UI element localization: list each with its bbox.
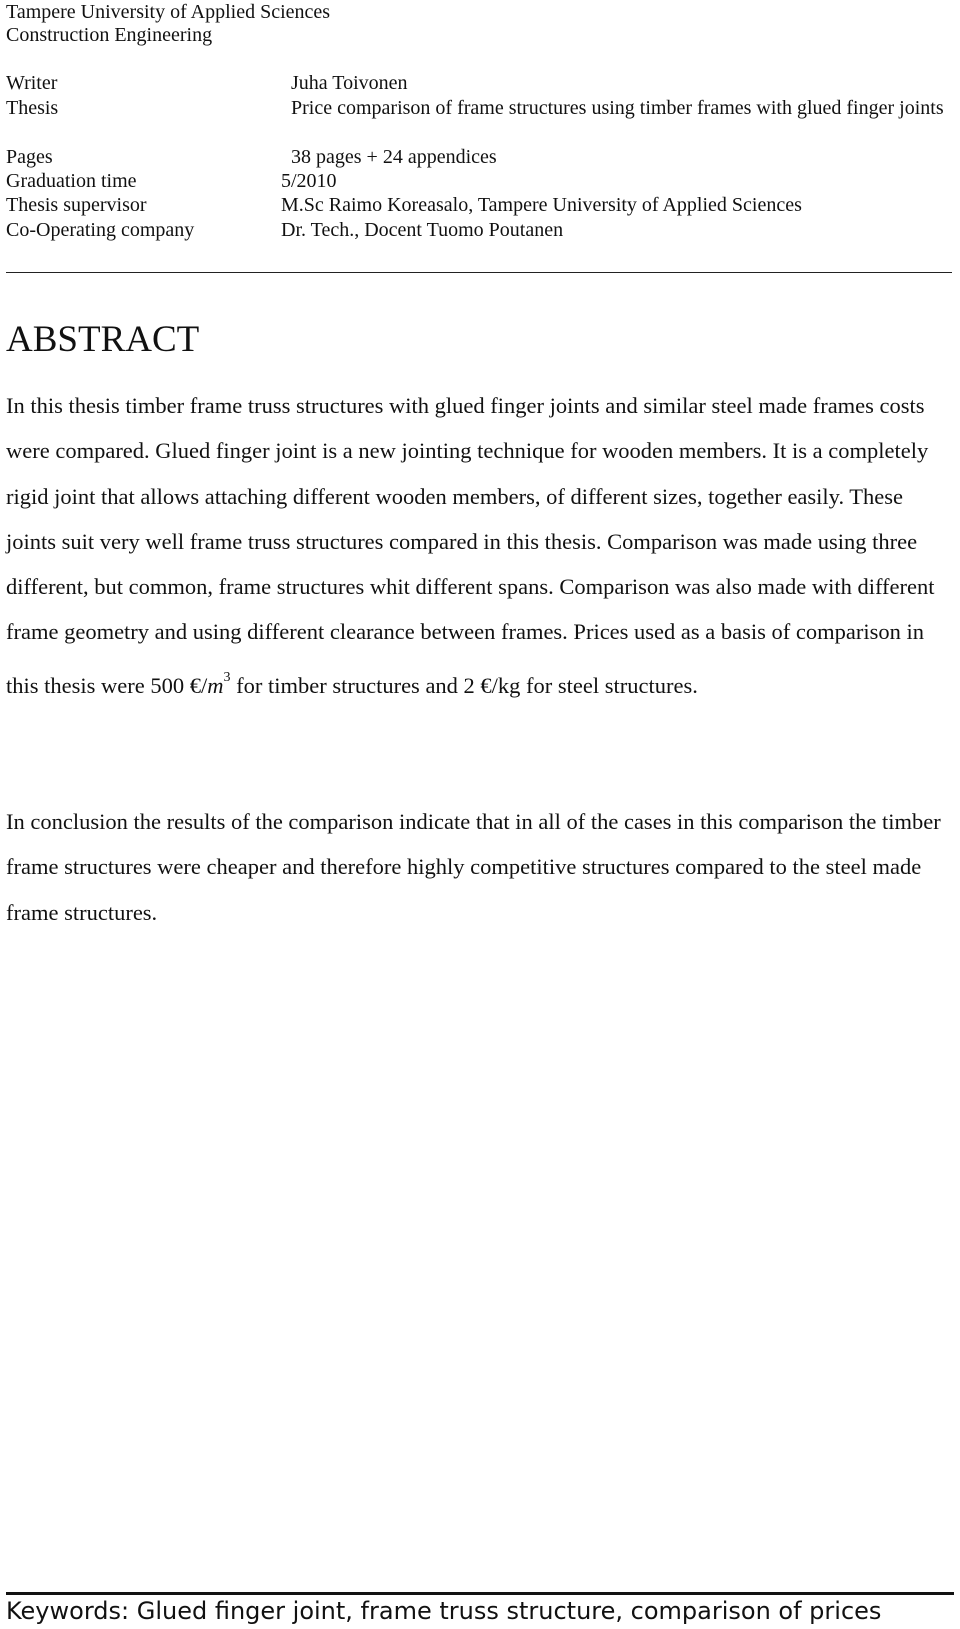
abstract-heading: ABSTRACT — [6, 319, 200, 360]
keywords-rule — [6, 1592, 954, 1595]
company-label: Co-Operating company — [6, 219, 195, 241]
thesis-label: Thesis — [6, 97, 59, 119]
supervisor-label: Thesis supervisor — [6, 194, 147, 216]
writer-label: Writer — [6, 72, 58, 94]
pages-label: Pages — [6, 146, 53, 168]
abstract-paragraph-2: In conclusion the results of the comparison indicate that in all of the cases in this comparison the timber frame structures were cheaper and therefore highly competitive structures compared to the steel made frame structures. — [6, 809, 941, 925]
abstract-paragraph-1 — [6, 383, 954, 708]
company-value: Dr. Tech., Docent Tuomo Poutanen — [281, 219, 564, 241]
abstract-paragraph-1-text: In this thesis timber frame truss structures with glued finger joints and similar steel made frames costs were compared. Glued finger joint is a new jointing technique for wooden members. It is a completely rigid joint that allows attaching different wooden members, of different sizes, together easily. These joints suit very well frame truss structures compared in this thesis. Comparison was made using three different, but common, frame structures whit different spans. Comparison was also made with different frame geometry and using different clearance between frames. Prices used as a basis of comparison in this thesis were 500 — [6, 393, 935, 698]
writer-value: Juha Toivonen — [291, 72, 408, 94]
header-separator — [6, 272, 952, 273]
pages-value: 38 pages + 24 appendices — [291, 146, 497, 168]
price-unit-variable: m — [207, 672, 224, 698]
price-unit-exponent: 3 — [223, 669, 231, 685]
abstract-paragraph-1-tail: for timber structures and 2 €/kg for steel structures. — [230, 672, 698, 698]
thesis-value: Price comparison of frame structures using timber frames with glued finger joints — [291, 97, 944, 119]
price-unit: €/ — [189, 672, 208, 698]
graduation-label: Graduation time — [6, 170, 137, 192]
graduation-value: 5/2010 — [281, 170, 337, 192]
supervisor-value: M.Sc Raimo Koreasalo, Tampere University of Applied Sciences — [281, 194, 802, 216]
keywords-line: Keywords: Glued finger joint, frame truss structure, comparison of prices — [6, 1597, 882, 1625]
department-name: Construction Engineering — [6, 24, 213, 46]
institution-name: Tampere University of Applied Sciences — [6, 1, 331, 23]
